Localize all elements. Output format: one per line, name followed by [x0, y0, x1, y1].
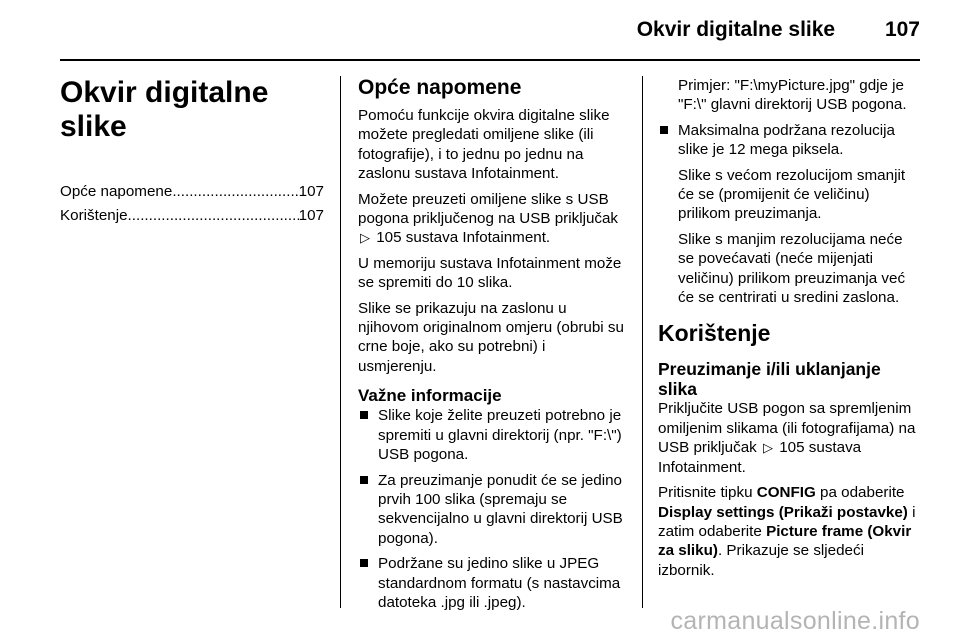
- square-bullet-icon: [360, 476, 368, 484]
- paragraph: U memoriju sustava Infotainment može se spremiti do 10 slika.: [358, 254, 622, 292]
- paragraph: Slike se prikazuju na zaslonu u njihovom originalnom omjeru (obrubi su crne boje, ako su potrebni) i usmjerenju.: [358, 299, 624, 375]
- list-item: Slike koje želite preuzeti potrebno je spremiti u glavni direktorij (npr. "F:\") USB pogona.: [358, 406, 628, 464]
- toc-page: 107: [298, 183, 324, 200]
- paragraph: Pomoću funkcije okvira digitalne slike možete pregledati omiljene slike (ili fotografije), i to jednu po jednu na zaslonu sustava Infotainment.: [358, 107, 610, 183]
- toc-leader: [128, 206, 299, 225]
- left-column: [60, 76, 324, 231]
- subsection-heading: Važne informacije: [358, 386, 502, 406]
- list-item: Za preuzimanje ponudit će se jedino prvih 100 slika (spremaju se sekvencijalno u glavni direktorij USB pogona).: [358, 471, 628, 549]
- right-column: [658, 76, 922, 586]
- watermark: carmanualsonline.info: [670, 607, 920, 635]
- paragraph: Priključite USB pogon sa spremljenim omiljenim slikama (ili fotografijama) na USB priključak ▷ 105 sustava Infotainment.: [658, 400, 916, 476]
- square-bullet-icon: [360, 411, 368, 419]
- running-title: Okvir digitalne slike: [636, 18, 836, 41]
- square-bullet-icon: [660, 126, 668, 134]
- list-item: Maksimalna podržana rezolucija slike je 12 mega piksela.: [658, 121, 922, 160]
- paragraph: Pritisnite tipku CONFIG pa odaberite Display settings (Prikaži postavke) i zatim odaberite Picture frame (Okvir za sliku). Prikazuje se sljedeći izbornik.: [658, 484, 916, 579]
- section-heading: Opće napomene: [358, 76, 522, 99]
- toc-page: 107: [298, 207, 324, 225]
- chapter-title: Okvir digitalne slike: [60, 76, 269, 143]
- toc-label: Opće napomene: [60, 183, 173, 200]
- paragraph: Možete preuzeti omiljene slike s USB pogona priključenog na USB priključak ▷ 105 sustava Infotainment.: [358, 190, 619, 247]
- triangle-right-icon: ▷: [360, 230, 370, 246]
- triangle-right-icon: ▷: [762, 440, 773, 456]
- subsection-heading: Preuzimanje i/ili uklanjanje slika: [658, 359, 881, 400]
- page-number: 107: [884, 18, 920, 41]
- paragraph: Slike s većom rezolucijom smanjit će se (promijenit će veličinu) prilikom preuzimanja.: [678, 166, 906, 223]
- column-divider: [340, 76, 341, 608]
- paragraph: Primjer: "F:\myPicture.jpg" gdje je "F:\" glavni direktorij USB pogona.: [678, 77, 907, 114]
- page-header: [60, 18, 920, 46]
- toc-label: Korištenje: [60, 207, 128, 225]
- square-bullet-icon: [360, 559, 368, 567]
- toc-leader: [172, 182, 298, 201]
- section-heading: Korištenje: [658, 320, 771, 347]
- middle-column: [358, 76, 628, 618]
- toc-entry[interactable]: [60, 182, 324, 201]
- list-item: Podržane su jedino slike u JPEG standardnom formatu (s nastavcima datoteka .jpg ili .jpeg).: [358, 554, 628, 612]
- button-name: CONFIG: [756, 484, 816, 502]
- paragraph: Slike s manjim rezolucijama neće se povećavati (neće mijenjati veličinu) prilikom preuzimanja već će se centrirati u sredini zaslona.: [678, 230, 906, 307]
- menu-name: Picture frame (Okvir za sliku): [658, 522, 912, 560]
- menu-name: Display settings (Prikaži postavke): [658, 503, 908, 521]
- column-divider: [642, 76, 643, 608]
- toc-entry[interactable]: [60, 206, 324, 225]
- header-rule: [60, 59, 920, 61]
